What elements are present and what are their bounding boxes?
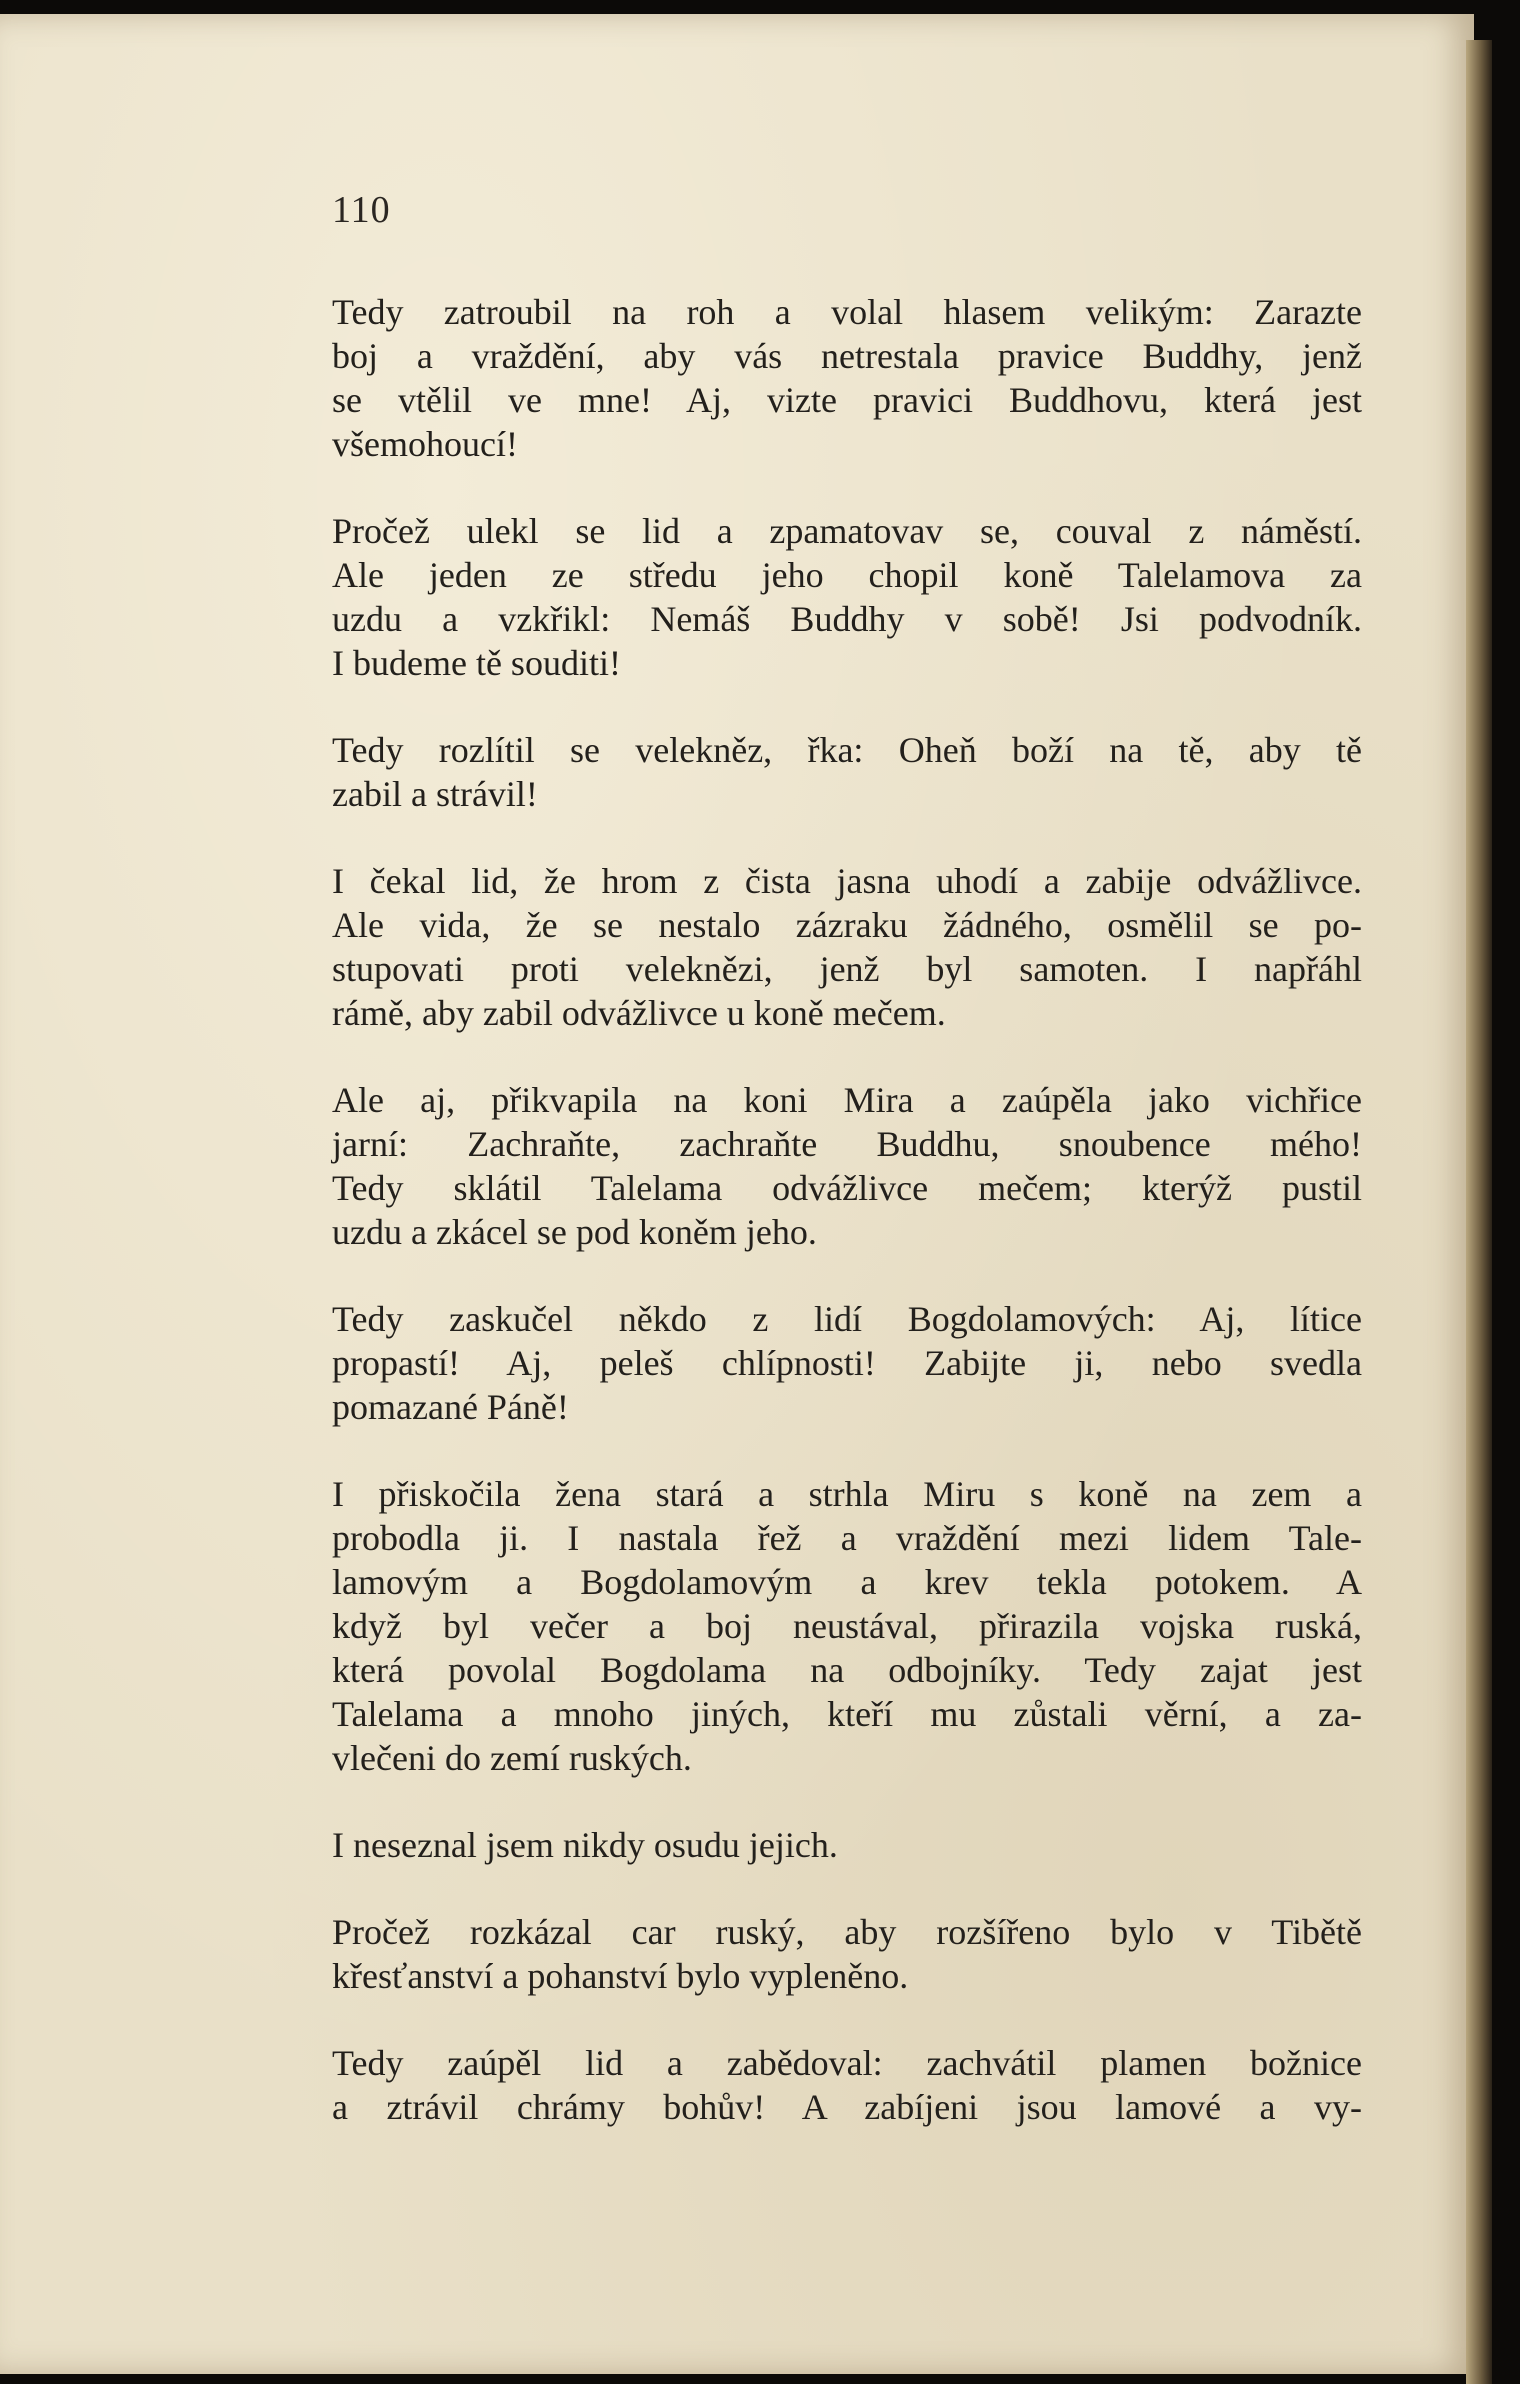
text-line: pomazané Páně! bbox=[332, 1387, 569, 1427]
text-line: uzdu a zkácel se pod koněm jeho. bbox=[332, 1212, 817, 1252]
text-line: probodla ji. I nastala řež a vraždění mezi lidem Tale- bbox=[332, 1518, 1362, 1558]
text-line: boj a vraždění, aby vás netrestala pravice Buddhy, jenž bbox=[332, 336, 1362, 376]
paragraph bbox=[332, 1823, 1362, 1867]
paragraph bbox=[332, 1910, 1362, 1998]
text-line: I čekal lid, že hrom z čista jasna uhodí a zabije odvážlivce. bbox=[332, 861, 1362, 901]
paragraph bbox=[332, 728, 1362, 816]
text-line: která povolal Bogdolama na odbojníky. Tedy zajat jest bbox=[332, 1650, 1362, 1690]
paragraph bbox=[332, 290, 1362, 466]
text-line: I neseznal jsem nikdy osudu jejich. bbox=[332, 1825, 838, 1865]
text-line: Ale aj, přikvapila na koni Mira a zaúpěla jako vichřice bbox=[332, 1080, 1362, 1120]
text-line: I přiskočila žena stará a strhla Miru s koně na zem a bbox=[332, 1474, 1362, 1514]
text-line: Talelama a mnoho jiných, kteří mu zůstali věrní, a za- bbox=[332, 1694, 1362, 1734]
page-text bbox=[332, 290, 1362, 2172]
text-line: I budeme tě souditi! bbox=[332, 643, 621, 683]
text-line: Pročež rozkázal car ruský, aby rozšířeno bylo v Tibětě bbox=[332, 1912, 1362, 1952]
text-line: jarní: Zachraňte, zachraňte Buddhu, snoubence mého! bbox=[332, 1124, 1362, 1164]
page-number: 110 bbox=[332, 189, 391, 231]
text-line: Tedy zatroubil na roh a volal hlasem velikým: Zarazte bbox=[332, 292, 1362, 332]
text-line: uzdu a vzkřikl: Nemáš Buddhy v sobě! Jsi podvodník. bbox=[332, 599, 1362, 639]
text-line: Tedy rozlítil se velekněz, řka: Oheň boží na tě, aby tě bbox=[332, 730, 1362, 770]
text-line: se vtělil ve mne! Aj, vizte pravici Buddhovu, která jest bbox=[332, 380, 1362, 420]
paragraph bbox=[332, 1472, 1362, 1780]
paragraph bbox=[332, 1297, 1362, 1429]
text-line: Tedy sklátil Talelama odvážlivce mečem; kterýž pustil bbox=[332, 1168, 1362, 1208]
text-line: Tedy zaskučel někdo z lidí Bogdolamových: Aj, lítice bbox=[332, 1299, 1362, 1339]
text-line: lamovým a Bogdolamovým a krev tekla potokem. A bbox=[332, 1562, 1362, 1602]
text-line: propastí! Aj, peleš chlípnosti! Zabijte ji, nebo svedla bbox=[332, 1343, 1362, 1383]
text-line: křesťanství a pohanství bylo vypleněno. bbox=[332, 1956, 909, 1996]
paragraph bbox=[332, 859, 1362, 1035]
paragraph bbox=[332, 509, 1362, 685]
text-line: rámě, aby zabil odvážlivce u koně mečem. bbox=[332, 993, 946, 1033]
text-line: a ztrávil chrámy bohův! A zabíjeni jsou lamové a vy- bbox=[332, 2087, 1362, 2127]
text-line: když byl večer a boj neustával, přirazila vojska ruská, bbox=[332, 1606, 1362, 1646]
text-line: Tedy zaúpěl lid a zabědoval: zachvátil plamen božnice bbox=[332, 2043, 1362, 2083]
text-line: Ale vida, že se nestalo zázraku žádného, osmělil se po- bbox=[332, 905, 1362, 945]
text-line: všemohoucí! bbox=[332, 424, 518, 464]
paragraph bbox=[332, 2041, 1362, 2129]
text-line: Pročež ulekl se lid a zpamatovav se, couval z náměstí. bbox=[332, 511, 1362, 551]
text-line: vlečeni do zemí ruských. bbox=[332, 1738, 692, 1778]
text-line: stupovati proti veleknězi, jenž byl samoten. I napřáhl bbox=[332, 949, 1362, 989]
text-line: Ale jeden ze středu jeho chopil koně Talelamova za bbox=[332, 555, 1362, 595]
text-line: zabil a strávil! bbox=[332, 774, 538, 814]
paragraph bbox=[332, 1078, 1362, 1254]
page-edge bbox=[1466, 40, 1492, 2384]
